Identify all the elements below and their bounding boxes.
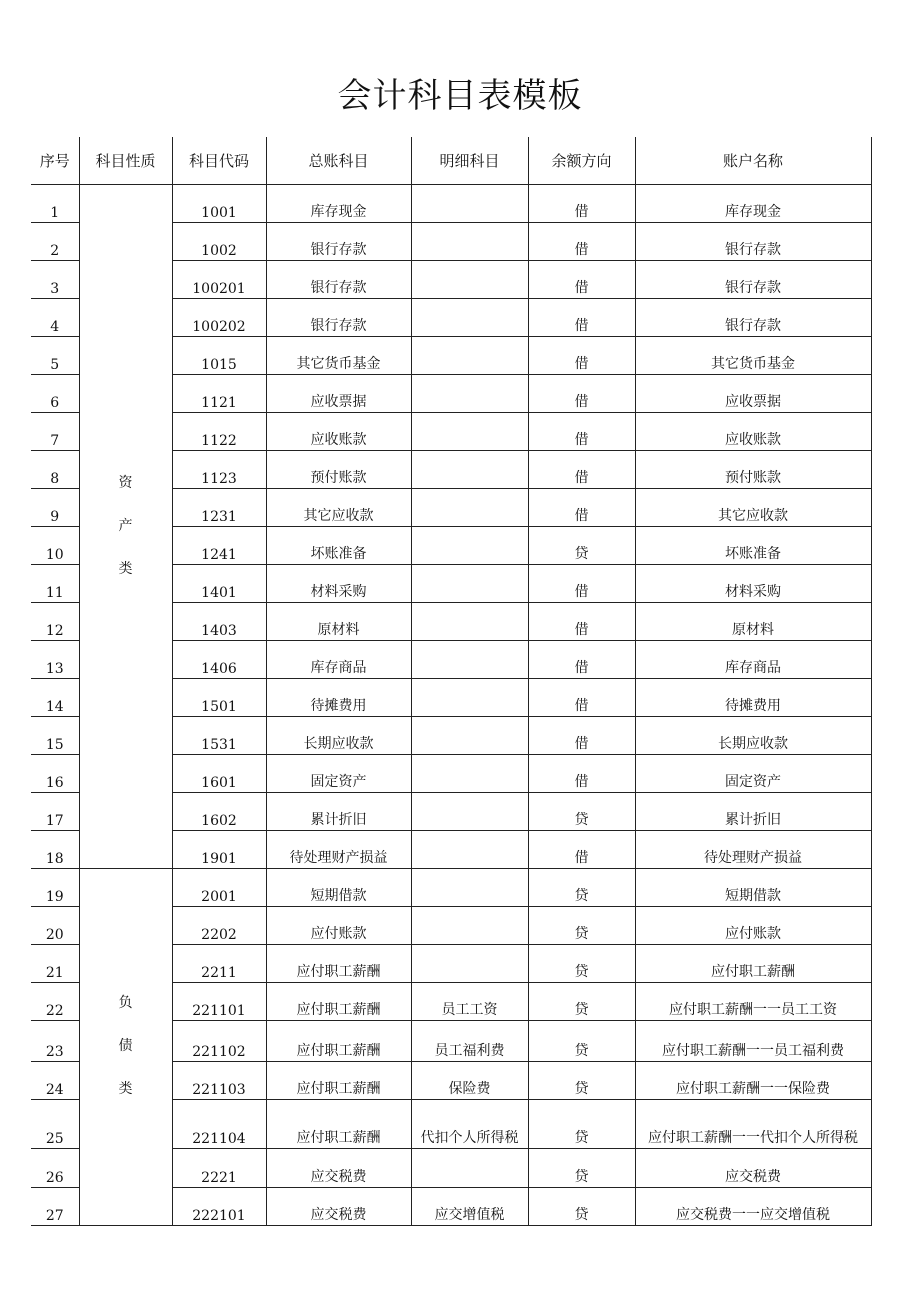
account-name: 原材料 [635,603,871,641]
account-code: 1401 [172,565,266,603]
balance-direction: 贷 [528,983,635,1021]
col-header-nature: 科目性质 [79,137,172,185]
general-ledger-account: 应付职工薪酬 [266,983,411,1021]
row-number: 4 [31,299,79,337]
row-number: 2 [31,223,79,261]
detail-account [411,565,528,603]
row-number: 6 [31,375,79,413]
general-ledger-account: 应付职工薪酬 [266,1021,411,1062]
general-ledger-account: 银行存款 [266,223,411,261]
account-code: 1123 [172,451,266,489]
account-code: 1403 [172,603,266,641]
general-ledger-account: 短期借款 [266,869,411,907]
detail-account [411,337,528,375]
balance-direction: 贷 [528,527,635,565]
detail-account: 应交增值税 [411,1188,528,1226]
account-nature-char: 类 [118,560,133,577]
balance-direction: 贷 [528,1100,635,1149]
balance-direction: 借 [528,261,635,299]
account-code: 221102 [172,1021,266,1062]
row-number: 5 [31,337,79,375]
detail-account [411,793,528,831]
account-code: 221103 [172,1062,266,1100]
account-nature-char: 类 [118,1081,133,1097]
row-number: 1 [31,185,79,223]
row-number: 26 [31,1149,79,1188]
detail-account [411,907,528,945]
row-number: 10 [31,527,79,565]
detail-account [411,375,528,413]
balance-direction: 贷 [528,793,635,831]
account-name: 材料采购 [635,565,871,603]
row-number: 18 [31,831,79,869]
detail-account [411,1149,528,1188]
balance-direction: 借 [528,603,635,641]
account-name: 应付职工薪酬一一员工福利费 [635,1021,871,1062]
row-number: 8 [31,451,79,489]
detail-account [411,755,528,793]
general-ledger-account: 银行存款 [266,299,411,337]
general-ledger-account: 银行存款 [266,261,411,299]
general-ledger-account: 应交税费 [266,1149,411,1188]
account-code: 1601 [172,755,266,793]
row-number: 7 [31,413,79,451]
general-ledger-account: 应付账款 [266,907,411,945]
account-code: 221101 [172,983,266,1021]
account-name: 累计折旧 [635,793,871,831]
detail-account [411,945,528,983]
general-ledger-account: 坏账准备 [266,527,411,565]
col-header-direction: 余额方向 [528,137,635,185]
col-header-no: 序号 [31,137,79,185]
account-name: 银行存款 [635,261,871,299]
account-code: 2211 [172,945,266,983]
table-row [31,869,871,907]
row-number: 3 [31,261,79,299]
general-ledger-account: 应交税费 [266,1188,411,1226]
account-name: 长期应收款 [635,717,871,755]
balance-direction: 借 [528,679,635,717]
balance-direction: 贷 [528,1021,635,1062]
detail-account [411,603,528,641]
account-name: 应交税费 [635,1149,871,1188]
detail-account [411,261,528,299]
balance-direction: 借 [528,375,635,413]
account-name: 应收账款 [635,413,871,451]
account-nature-char: 资 [118,474,133,491]
row-number: 9 [31,489,79,527]
col-header-account: 账户名称 [635,137,871,185]
balance-direction: 借 [528,831,635,869]
col-header-general: 总账科目 [266,137,411,185]
general-ledger-account: 待摊费用 [266,679,411,717]
detail-account [411,413,528,451]
account-nature-cell [79,185,172,869]
detail-account [411,679,528,717]
account-code: 1002 [172,223,266,261]
account-table [31,137,872,1226]
row-number: 20 [31,907,79,945]
balance-direction: 贷 [528,945,635,983]
account-code: 1501 [172,679,266,717]
balance-direction: 贷 [528,869,635,907]
account-code: 2221 [172,1149,266,1188]
row-number: 27 [31,1188,79,1226]
balance-direction: 借 [528,565,635,603]
balance-direction: 借 [528,451,635,489]
general-ledger-account: 应付职工薪酬 [266,1100,411,1149]
account-name: 固定资产 [635,755,871,793]
account-name: 应付账款 [635,907,871,945]
general-ledger-account: 材料采购 [266,565,411,603]
balance-direction: 借 [528,223,635,261]
row-number: 14 [31,679,79,717]
balance-direction: 贷 [528,907,635,945]
account-code: 2001 [172,869,266,907]
account-name: 短期借款 [635,869,871,907]
detail-account: 保险费 [411,1062,528,1100]
row-number: 11 [31,565,79,603]
account-code: 1122 [172,413,266,451]
account-code: 100202 [172,299,266,337]
balance-direction: 借 [528,755,635,793]
detail-account [411,717,528,755]
col-header-code: 科目代码 [172,137,266,185]
row-number: 16 [31,755,79,793]
detail-account [411,223,528,261]
general-ledger-account: 应付职工薪酬 [266,945,411,983]
account-code: 1531 [172,717,266,755]
account-name: 应付职工薪酬 [635,945,871,983]
row-number: 21 [31,945,79,983]
account-code: 222101 [172,1188,266,1226]
detail-account: 员工工资 [411,983,528,1021]
header-row [31,137,871,185]
general-ledger-account: 其它货币基金 [266,337,411,375]
account-name: 应交税费一一应交增值税 [635,1188,871,1226]
account-code: 1231 [172,489,266,527]
general-ledger-account: 待处理财产损益 [266,831,411,869]
detail-account: 代扣个人所得税 [411,1100,528,1149]
account-nature-char: 债 [118,1038,133,1054]
balance-direction: 借 [528,641,635,679]
balance-direction: 贷 [528,1188,635,1226]
account-name: 应付职工薪酬一一代扣个人所得税 [635,1100,871,1149]
detail-account [411,641,528,679]
account-name: 其它货币基金 [635,337,871,375]
account-code: 100201 [172,261,266,299]
account-code: 1015 [172,337,266,375]
row-number: 22 [31,983,79,1021]
detail-account [411,831,528,869]
row-number: 17 [31,793,79,831]
account-nature-char: 产 [118,517,133,534]
account-name: 待处理财产损益 [635,831,871,869]
account-name: 待摊费用 [635,679,871,717]
account-nature-cell [79,869,172,1226]
detail-account: 员工福利费 [411,1021,528,1062]
row-number: 12 [31,603,79,641]
account-code: 1406 [172,641,266,679]
general-ledger-account: 库存商品 [266,641,411,679]
row-number: 13 [31,641,79,679]
account-name: 银行存款 [635,299,871,337]
detail-account [411,185,528,223]
general-ledger-account: 库存现金 [266,185,411,223]
general-ledger-account: 预付账款 [266,451,411,489]
account-code: 1001 [172,185,266,223]
account-name: 预付账款 [635,451,871,489]
balance-direction: 借 [528,413,635,451]
row-number: 23 [31,1021,79,1062]
account-code: 1241 [172,527,266,565]
row-number: 25 [31,1100,79,1149]
balance-direction: 贷 [528,1149,635,1188]
row-number: 15 [31,717,79,755]
balance-direction: 借 [528,489,635,527]
general-ledger-account: 应收票据 [266,375,411,413]
account-name: 应付职工薪酬一一保险费 [635,1062,871,1100]
detail-account [411,869,528,907]
row-number: 24 [31,1062,79,1100]
account-nature-char: 负 [118,995,133,1011]
col-header-detail: 明细科目 [411,137,528,185]
balance-direction: 贷 [528,1062,635,1100]
detail-account [411,451,528,489]
general-ledger-account: 固定资产 [266,755,411,793]
general-ledger-account: 长期应收款 [266,717,411,755]
table-body [31,185,871,1226]
balance-direction: 借 [528,717,635,755]
account-code: 221104 [172,1100,266,1149]
balance-direction: 借 [528,337,635,375]
account-name: 其它应收款 [635,489,871,527]
account-code: 2202 [172,907,266,945]
general-ledger-account: 应付职工薪酬 [266,1062,411,1100]
general-ledger-account: 其它应收款 [266,489,411,527]
account-name: 库存现金 [635,185,871,223]
detail-account [411,489,528,527]
table-row [31,185,871,223]
general-ledger-account: 原材料 [266,603,411,641]
page-title: 会计科目表模板 [337,76,583,116]
account-name: 库存商品 [635,641,871,679]
general-ledger-account: 累计折旧 [266,793,411,831]
account-name: 应付职工薪酬一一员工工资 [635,983,871,1021]
balance-direction: 借 [528,299,635,337]
account-name: 应收票据 [635,375,871,413]
balance-direction: 借 [528,185,635,223]
account-code: 1901 [172,831,266,869]
account-code: 1121 [172,375,266,413]
account-code: 1602 [172,793,266,831]
account-name: 坏账准备 [635,527,871,565]
detail-account [411,527,528,565]
row-number: 19 [31,869,79,907]
general-ledger-account: 应收账款 [266,413,411,451]
account-name: 银行存款 [635,223,871,261]
detail-account [411,299,528,337]
